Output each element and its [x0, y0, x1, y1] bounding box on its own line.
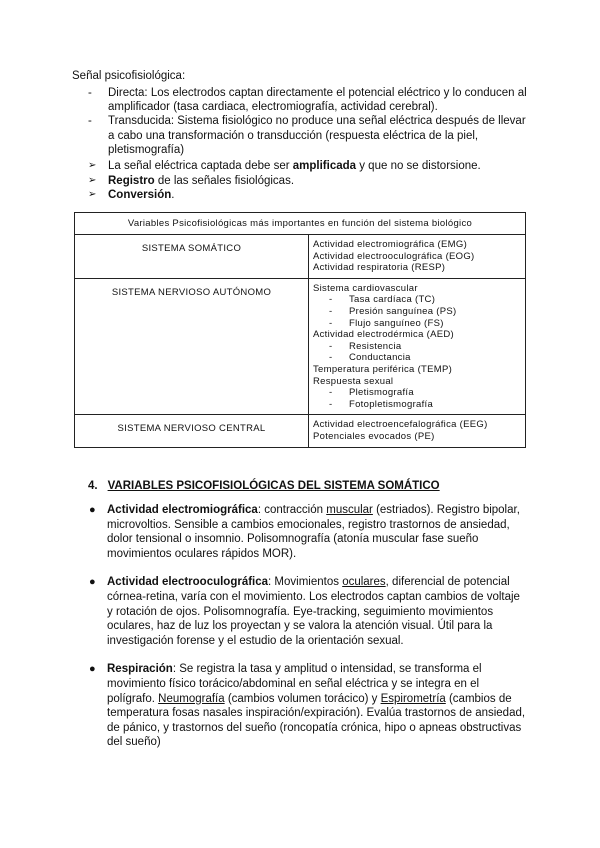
dash-marker: -: [329, 352, 333, 364]
variable-subitem-text: Flujo sanguíneo (FS): [349, 317, 444, 329]
table-row: [75, 415, 526, 447]
variable-subitem-text: Pletismografía: [349, 387, 414, 399]
bullet-term: Actividad electromiográfica: [107, 504, 258, 516]
signal-steps-list: [88, 159, 528, 203]
bullet-icon: ●: [89, 504, 96, 516]
variable-item: Actividad electroencefalográfica (EEG): [313, 419, 488, 431]
underlined-term: Espirometría: [380, 692, 446, 705]
dash-marker: -: [329, 305, 333, 317]
dash-marker: -: [329, 317, 333, 329]
signal-types-list: [88, 86, 528, 157]
list-item-text: Directa: Los electrodos captan directamente el potencial eléctrico y lo conducen al amplificador (tasa cardiaca, electromiografía, actividad cerebral).: [108, 87, 527, 114]
bullet-text: (estriados). Registro bipolar, microvoltios. Sensible a cambios emocionales, registro trastornos de ansiedad, dolor tensional o insomnio. Polisomnografía (atonía muscular fase sueño movimientos oculares rápidos MOR).: [107, 504, 520, 560]
system-cell: SISTEMA NERVIOSO AUTÓNOMO: [75, 278, 309, 415]
list-item-text-post: .: [171, 189, 175, 202]
list-item: [88, 503, 528, 561]
list-item-text-pre: La señal eléctrica captada debe ser: [108, 160, 293, 172]
arrow-icon: ➢: [88, 160, 97, 171]
variables-cell: [309, 415, 526, 447]
arrow-icon: ➢: [88, 174, 97, 186]
list-item-text: Transducida: Sistema fisiológico no produce una señal eléctrica después de llevar a cabo una transformación o transducción (respuesta eléctrica de la piel, pletismografía): [108, 115, 526, 156]
dash-marker: -: [329, 294, 333, 306]
variable-subitem-text: Fotopletismografía: [349, 398, 434, 410]
variable-item: Respuesta sexual: [313, 375, 394, 387]
table-caption: Variables Psicofisiológicas más importantes en función del sistema biológico: [75, 213, 526, 235]
dash-marker: -: [88, 115, 92, 128]
table-row: [75, 278, 526, 415]
variable-item: Actividad respiratoria (RESP): [313, 262, 446, 274]
dash-marker: -: [329, 398, 333, 410]
variables-cell: [309, 278, 526, 415]
dash-marker: -: [329, 340, 333, 352]
variable-subitem: [313, 352, 521, 364]
intro-title: Señal psicofisiológica:: [72, 70, 186, 82]
variable-item: Actividad electrooculográfica (EOG): [313, 250, 475, 262]
list-item: [88, 662, 528, 750]
dash-marker: -: [329, 387, 333, 399]
bullet-term: Respiración: [107, 663, 173, 676]
variables-cell: [309, 235, 526, 279]
variable-subitem: [313, 294, 521, 306]
section-number: 4.: [88, 480, 98, 492]
system-cell: SISTEMA NERVIOSO CENTRAL: [75, 415, 309, 447]
underlined-term: muscular: [326, 504, 373, 516]
bullet-text: (cambios de temperatura fosas nasales inspiración/expiración). Evalúa trastornos de ansiedad, de pánico, y trastornos del sueño (roncopatía crónica, hipo o apneas obstructivas del sueño): [107, 692, 526, 749]
bullet-icon: ●: [89, 576, 96, 589]
list-item: [88, 174, 528, 189]
table-row: [75, 235, 526, 279]
variable-subitem: [313, 387, 521, 399]
section-heading: [88, 480, 440, 492]
list-item-text-bold: Conversión: [108, 189, 172, 202]
underlined-term: oculares: [342, 576, 386, 589]
list-item-text-bold: amplificada: [292, 160, 357, 172]
somatic-variables-list: [88, 503, 528, 764]
arrow-icon: ➢: [88, 189, 97, 201]
variable-subitem: [313, 318, 521, 330]
variable-subitem: [313, 399, 521, 411]
variable-subitem-text: Presión sanguínea (PS): [349, 305, 457, 317]
list-item-text-bold: Registro: [108, 174, 155, 187]
list-item: [88, 86, 528, 114]
list-item-text-post: de las señales fisiológicas.: [154, 174, 295, 187]
dash-marker: -: [88, 87, 92, 99]
section-title: VARIABLES PSICOFISIOLÓGICAS DEL SISTEMA SOMÁTICO: [107, 480, 440, 492]
system-cell: SISTEMA SOMÁTICO: [75, 235, 309, 279]
underlined-term: Neumografía: [158, 692, 225, 705]
variable-subitem-text: Conductancia: [349, 352, 411, 364]
bullet-icon: ●: [89, 663, 96, 676]
table-caption-row: [75, 213, 526, 235]
variable-subitem-text: Resistencia: [349, 340, 402, 352]
bullet-text: : contracción: [257, 504, 327, 516]
variables-table: [74, 212, 526, 448]
variable-subitem-text: Tasa cardíaca (TC): [349, 294, 436, 306]
list-item: [88, 188, 528, 203]
list-item: [88, 114, 528, 157]
bullet-text: (cambios volumen torácico) y: [224, 692, 381, 705]
variable-item: Sistema cardiovascular: [313, 282, 418, 294]
variable-item: Temperatura periférica (TEMP): [313, 363, 453, 375]
bullet-text: : Se registra la tasa y amplitud o intensidad, se transforma el movimiento físico torácico/abdominal en señal eléctrica y se integra en el polígrafo.: [107, 663, 482, 705]
list-item: [88, 159, 528, 174]
list-item-text-post: y que no se distorsione.: [356, 160, 481, 172]
variable-subitem: [313, 306, 521, 318]
variable-subitem: [313, 341, 521, 353]
list-item: [88, 575, 528, 648]
bullet-text: : Movimientos: [268, 576, 343, 589]
variable-item: Actividad electromiográfica (EMG): [313, 239, 468, 250]
variable-item: Actividad electrodérmica (AED): [313, 329, 454, 341]
variable-item: Potenciales evocados (PE): [313, 430, 435, 442]
bullet-term: Actividad electrooculográfica: [107, 576, 269, 589]
bullet-text: , diferencial de potencial córnea-retina, varía con el movimiento. Los electrodos captan cambios de voltaje y rotación de ojos. Polisomnografía. Eye-tracking, seguimiento movimientos oculares, haz de luz los proyectan y se valora la atención visual. Útil para la investigación forense y el estudio de la orientación sexual.: [107, 576, 520, 647]
